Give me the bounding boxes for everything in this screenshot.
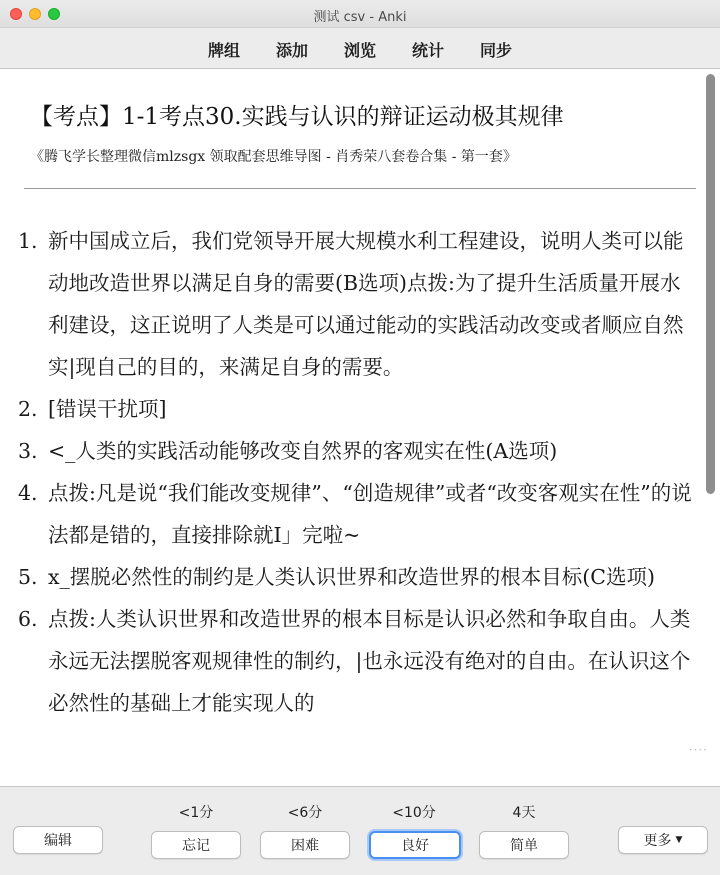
list-item — [18, 220, 698, 388]
card-content[interactable] — [0, 70, 720, 786]
toolbar-add[interactable]: 添加 — [275, 41, 308, 60]
interval-again: <1分 — [178, 805, 214, 821]
list-item-number: 1. — [18, 229, 38, 253]
more-button[interactable] — [618, 826, 708, 854]
good-button[interactable]: 良好 — [369, 831, 461, 859]
interval-easy: 4天 — [512, 805, 536, 821]
toolbar-browse[interactable]: 浏览 — [343, 41, 376, 60]
list-item — [18, 472, 698, 556]
list-item — [18, 556, 698, 598]
interval-good: <10分 — [392, 805, 436, 821]
toolbar-decks[interactable]: 牌组 — [207, 41, 240, 60]
resize-handle-icon: ···· — [688, 743, 708, 757]
easy-button[interactable]: 简单 — [479, 831, 569, 859]
hard-button[interactable]: 困难 — [260, 831, 350, 859]
more-button-label: 更多 — [643, 833, 672, 849]
list-item-text: 新中国成立后，我们党领导开展大规模水利工程建设，说明人类可以能动地改造世界以满足自身的需要(B选项)点拨:为了提升生活质量开展水利建设，这正说明了人类是可以通过能动的实践活动改变或者顺应自然实|现自己的目的，来满足自身的需要。 — [48, 229, 684, 379]
card-title: 【考点】1-1考点30.实践与认识的辩证运动极其规律 — [30, 104, 564, 130]
list-item — [18, 430, 698, 472]
scrollbar[interactable] — [706, 70, 717, 786]
list-item-text: <_人类的实践活动能够改变自然界的客观实在性(A选项) — [48, 439, 558, 463]
list-item-number: 2. — [18, 397, 38, 421]
list-item-number: 5. — [18, 565, 38, 589]
answer-list — [18, 220, 698, 724]
list-item — [18, 598, 698, 724]
edit-button[interactable]: 编辑 — [13, 826, 103, 854]
window-title: 测试 csv - Anki — [313, 10, 407, 25]
card-source: 《腾飞学长整理微信mlzsgx 领取配套思维导图 - 肖秀荣八套卷合集 - 第一套》 — [30, 149, 517, 165]
interval-hard: <6分 — [287, 805, 323, 821]
review-bar — [0, 786, 720, 875]
again-button[interactable]: 忘记 — [151, 831, 241, 859]
list-item-text: 点拨:人类认识世界和改造世界的根本目标是认识必然和争取自由。人类永远无法摆脱客观规律性的制约，|也永远没有绝对的自由。在认识这个必然性的基础上才能实现人的 — [48, 607, 691, 715]
chevron-down-icon: ▼ — [675, 835, 683, 845]
divider — [24, 188, 696, 189]
main-toolbar — [0, 28, 720, 69]
list-item-text: x_摆脱必然性的制约是人类认识世界和改造世界的根本目标(C选项) — [48, 565, 655, 589]
toolbar-stats[interactable]: 统计 — [412, 41, 445, 60]
list-item-number: 4. — [18, 481, 38, 505]
list-item — [18, 388, 698, 430]
list-item-number: 3. — [18, 439, 38, 463]
title-bar — [0, 0, 720, 28]
list-item-number: 6. — [18, 607, 38, 631]
toolbar-sync[interactable]: 同步 — [480, 41, 513, 60]
list-item-text: [错误干扰项] — [48, 397, 167, 421]
scrollbar-thumb[interactable] — [706, 74, 715, 494]
list-item-text: 点拨:凡是说“我们能改变规律”、“创造规律”或者“改变客观实在性”的说法都是错的，直接排除就I」完啦~ — [48, 481, 692, 547]
